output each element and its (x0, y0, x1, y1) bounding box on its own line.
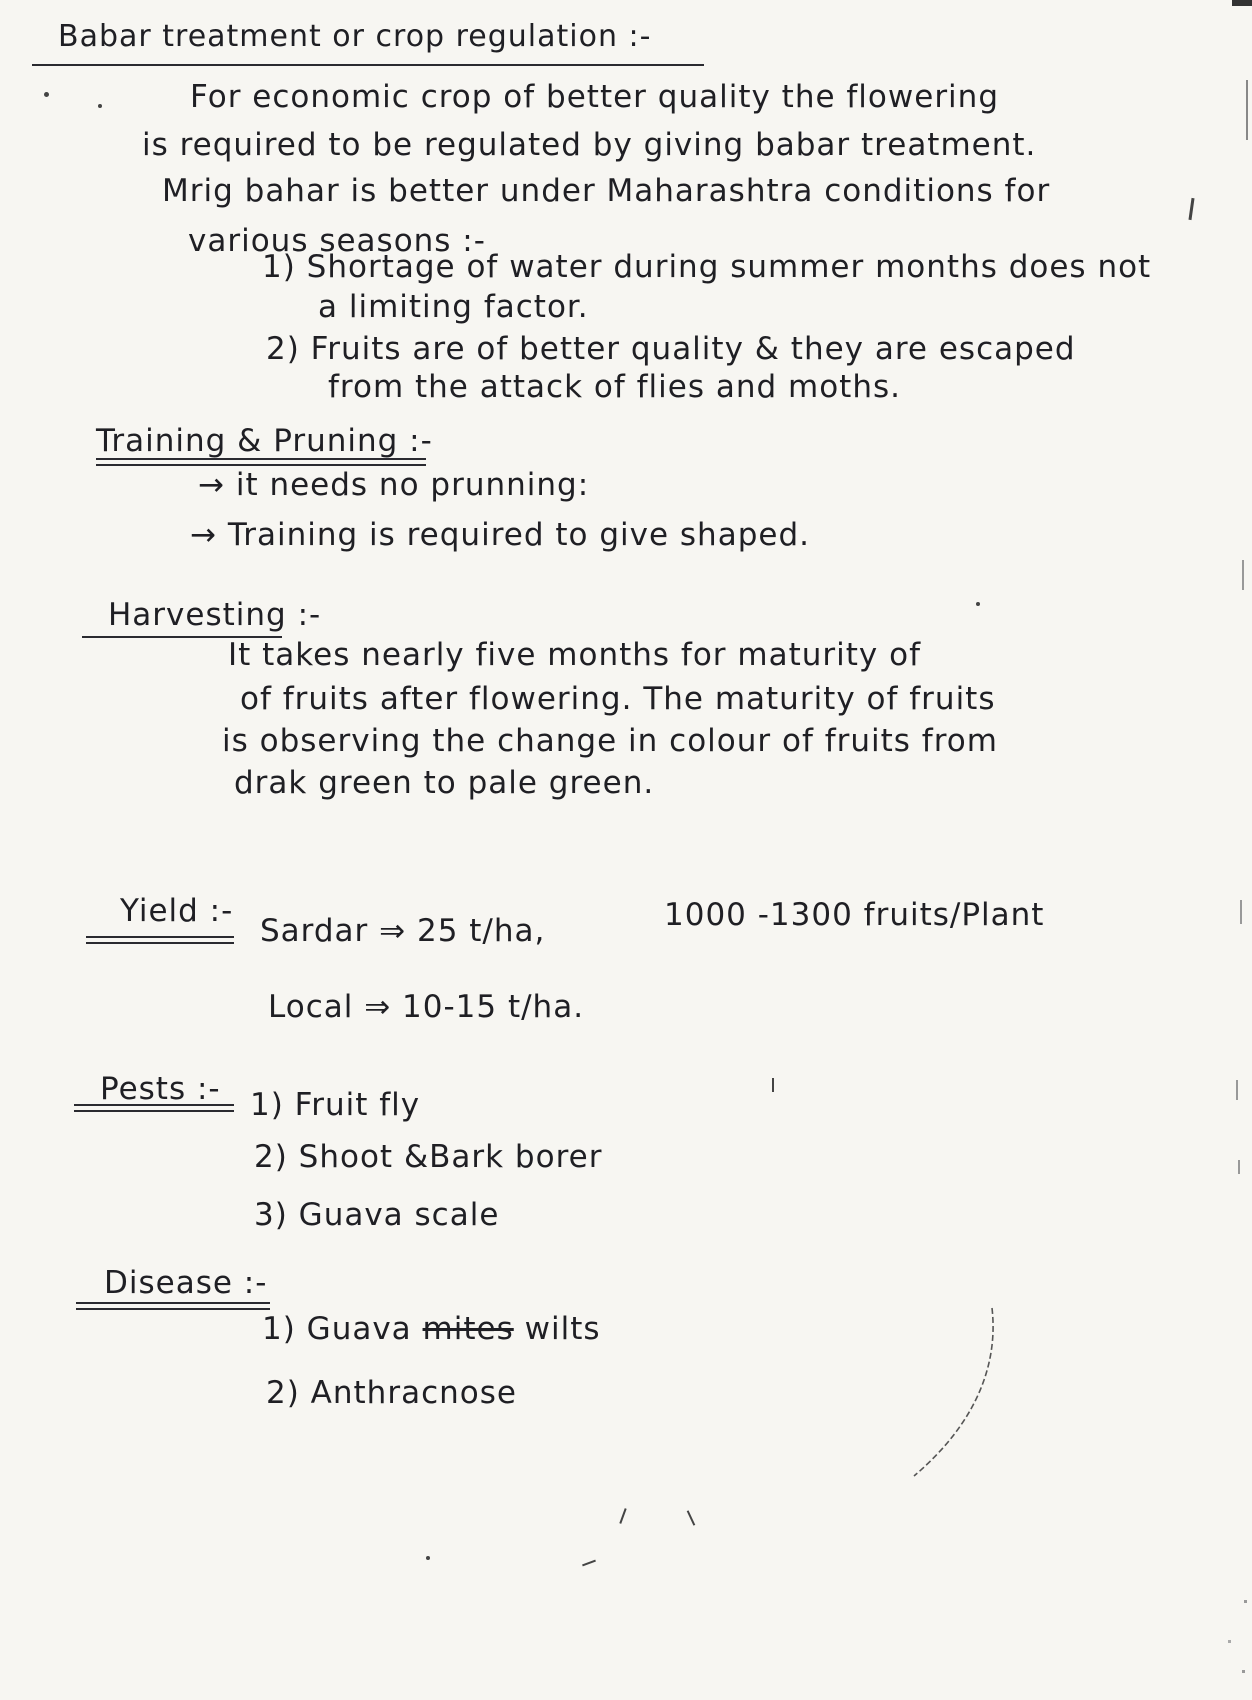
babar-point-1-cont: a limiting factor. (318, 289, 589, 325)
stray-tick (772, 1078, 774, 1092)
pests-heading: Pests :- (100, 1071, 221, 1107)
babar-line-4: various seasons :- (188, 223, 486, 259)
stray-dot (98, 104, 102, 108)
babar-heading-underline (32, 64, 704, 66)
harvesting-line-4: drak green to pale green. (234, 765, 655, 801)
stray-tick (687, 1510, 696, 1525)
disease-heading-underline (76, 1302, 270, 1310)
harvesting-line-3: is observing the change in colour of fruits from (222, 723, 998, 759)
pest-item-1: 1) Fruit fly (250, 1087, 421, 1123)
disease-item-1-struck: mites (422, 1311, 514, 1347)
babar-line-1: For economic crop of better quality the flowering (190, 79, 999, 115)
yield-fruits-per-plant: 1000 -1300 fruits/Plant (664, 897, 1045, 933)
stray-tick (619, 1508, 626, 1524)
babar-heading: Babar treatment or crop regulation :- (58, 19, 652, 54)
disease-item-1-prefix: 1) Guava (262, 1311, 412, 1347)
harvesting-line-2: of fruits after flowering. The maturity of fruits (240, 681, 996, 717)
disease-item-2: 2) Anthracnose (266, 1375, 517, 1411)
stray-dot (976, 602, 980, 606)
disease-heading: Disease :- (104, 1265, 268, 1301)
babar-point-2-cont: from the attack of flies and moths. (328, 369, 901, 405)
yield-local: Local ⇒ 10-15 t/ha. (268, 989, 585, 1025)
training-heading: Training & Pruning :- (96, 423, 433, 459)
harvesting-line-1: It takes nearly five months for maturity of (228, 637, 921, 673)
harvesting-heading: Harvesting :- (108, 597, 322, 633)
yield-heading: Yield :- (120, 893, 234, 929)
babar-point-2: 2) Fruits are of better quality & they are escaped (266, 331, 1076, 367)
yield-sardar: Sardar ⇒ 25 t/ha, (260, 913, 546, 949)
babar-point-1: 1) Shortage of water during summer months does not (262, 249, 1152, 285)
babar-line-3: Mrig bahar is better under Maharashtra conditions for (162, 173, 1051, 209)
stray-tick (582, 1560, 596, 1567)
stray-dot (426, 1556, 430, 1560)
training-point-1: → it needs no prunning: (198, 467, 590, 503)
stray-dot (44, 92, 49, 97)
pest-item-3: 3) Guava scale (254, 1197, 500, 1233)
yield-heading-underline (86, 936, 234, 944)
pencil-stroke (900, 1300, 1020, 1480)
training-heading-underline (96, 458, 426, 466)
page-edge-specks (1192, 0, 1252, 1700)
babar-line-2: is required to be regulated by giving babar treatment. (142, 127, 1037, 163)
training-point-2: → Training is required to give shaped. (190, 517, 810, 553)
pest-item-2: 2) Shoot &Bark borer (254, 1139, 603, 1175)
pests-heading-underline (74, 1104, 234, 1112)
disease-item-1 (262, 1311, 601, 1347)
disease-item-1-suffix: wilts (524, 1311, 601, 1347)
